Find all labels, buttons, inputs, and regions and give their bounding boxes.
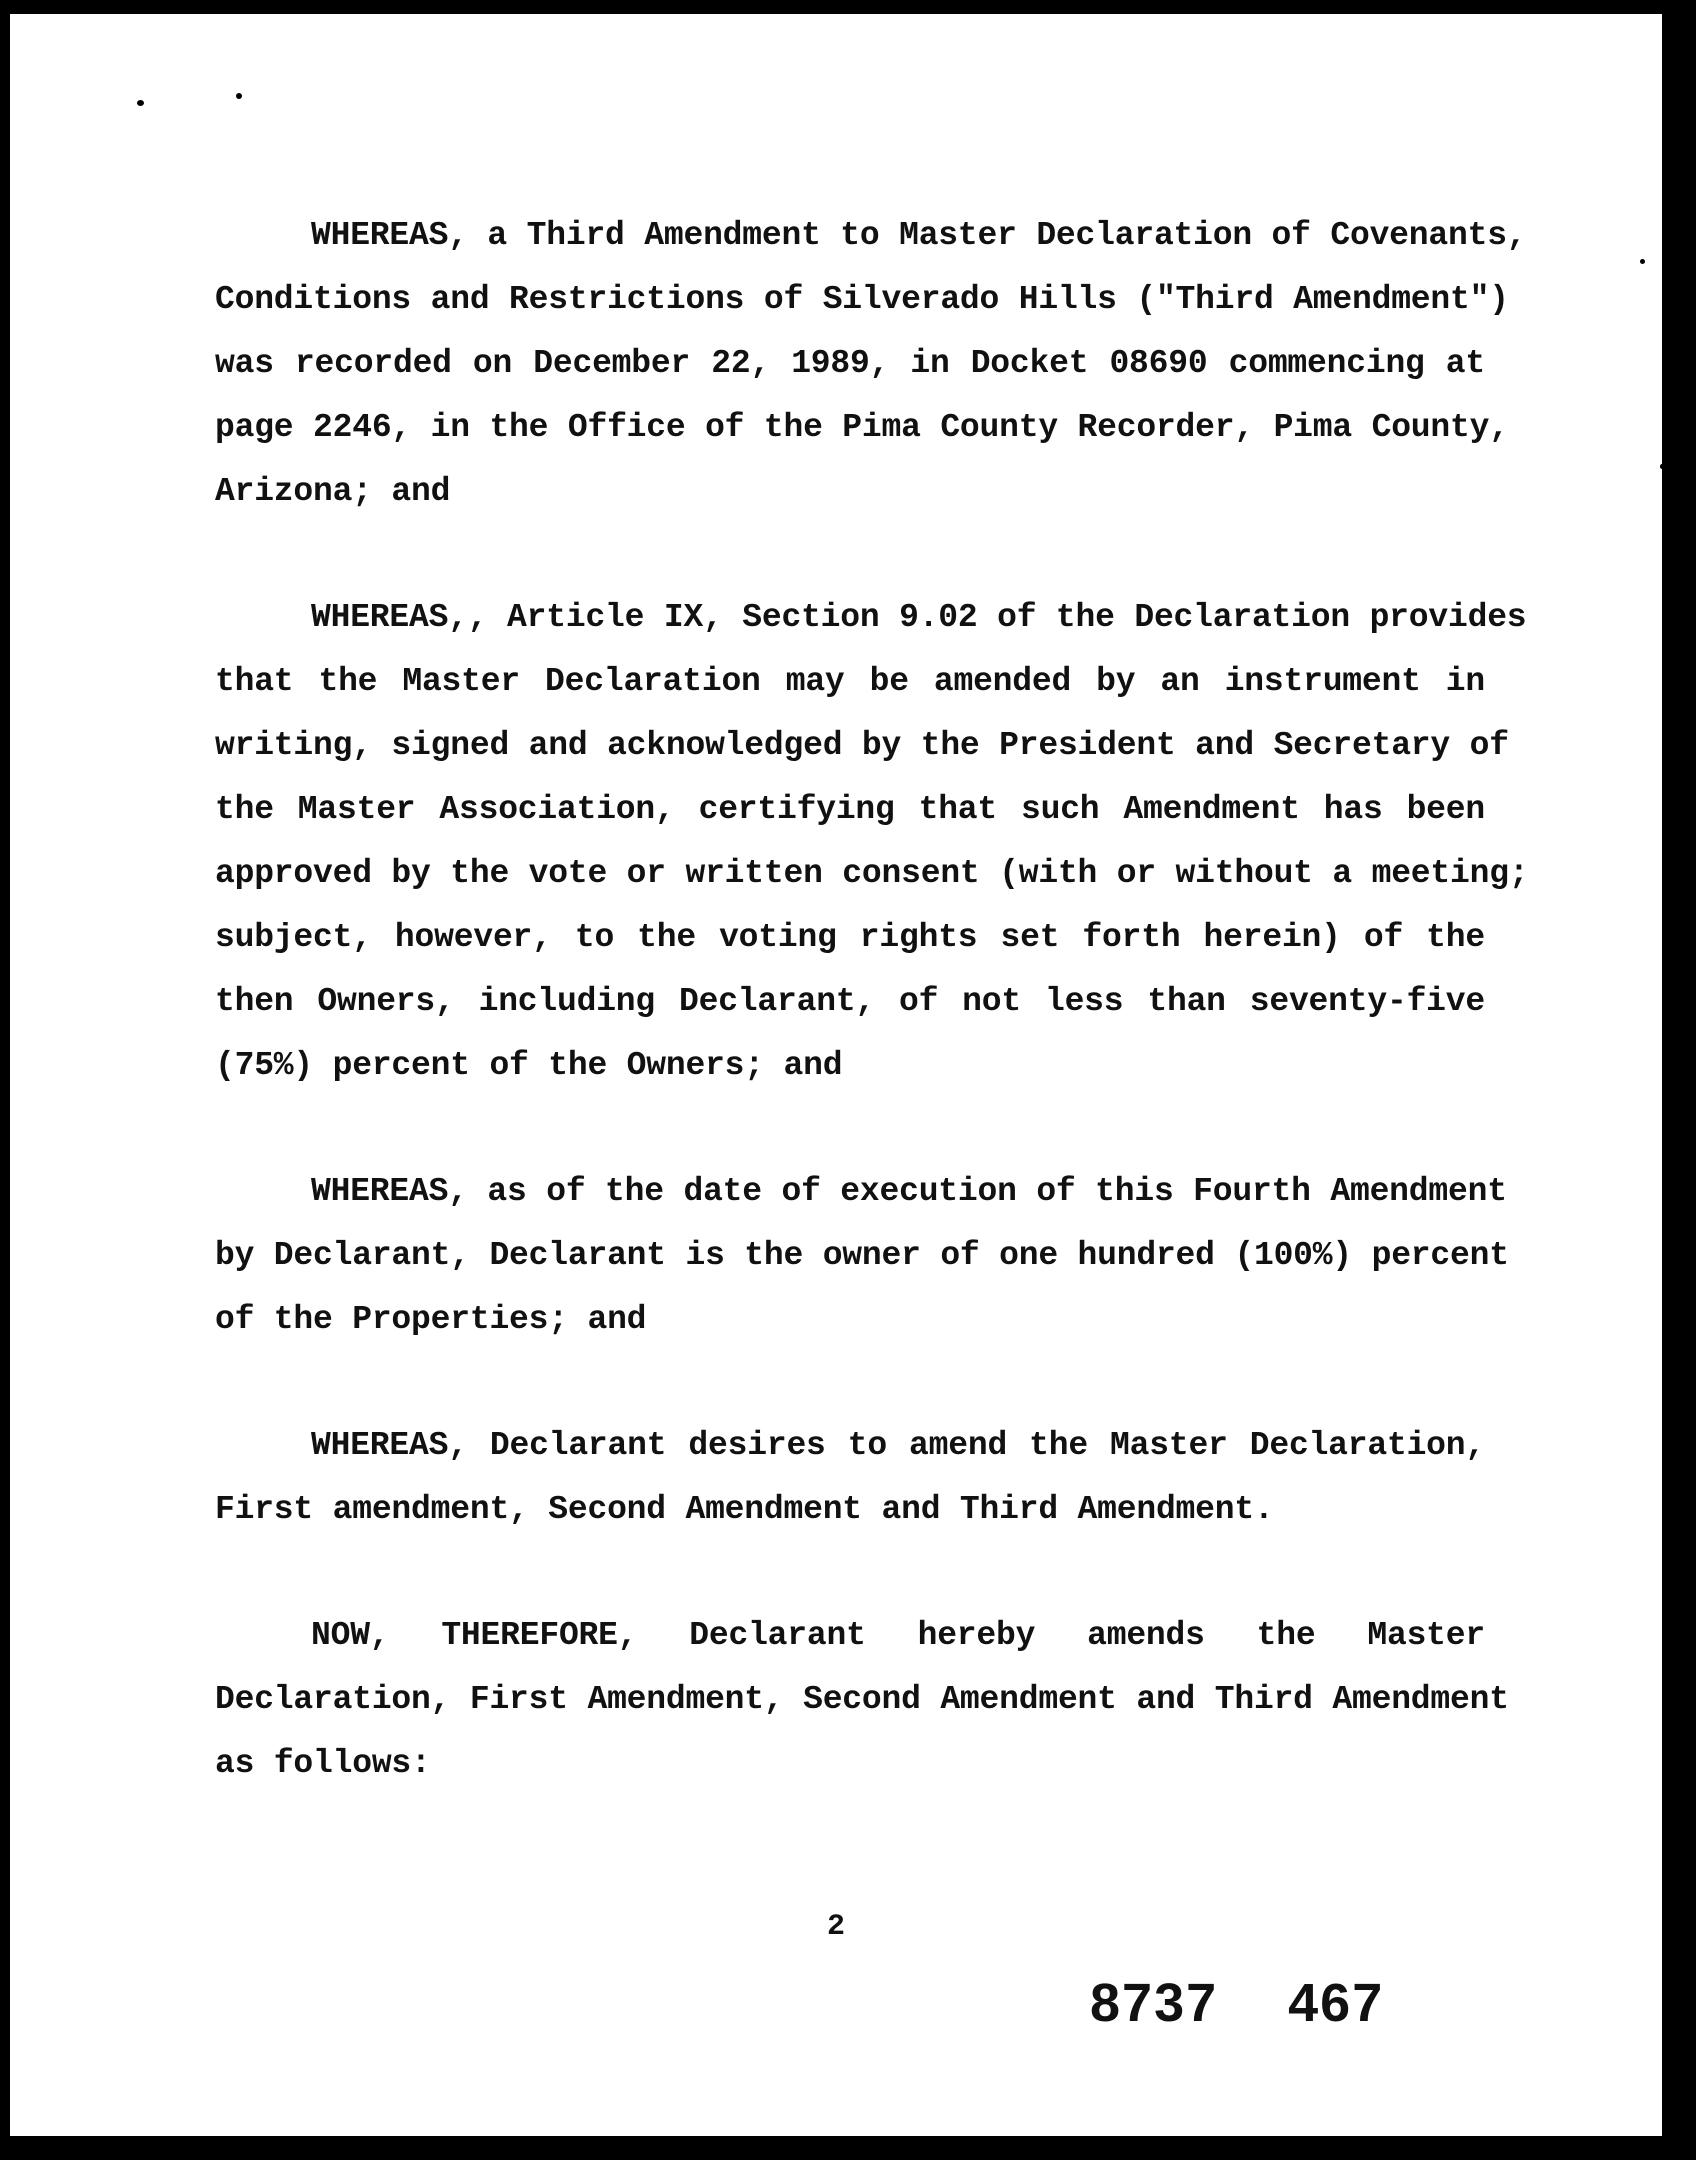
text-line: approved by the vote or written consent (with or without a meeting; — [215, 855, 1529, 892]
docket-book-number: 8737 — [1090, 1973, 1219, 2033]
scan-speck — [1640, 259, 1645, 264]
text-line: was recorded on December 22, 1989, in Docket 08690 commencing at — [215, 345, 1485, 382]
text-line: First amendment, Second Amendment and Third Amendment. — [215, 1491, 1274, 1528]
text-line: as follows: — [215, 1745, 431, 1782]
text-line: of the Properties; and — [215, 1301, 647, 1338]
paragraph-now-therefore — [215, 1604, 1509, 1796]
scan-speck — [236, 93, 242, 99]
document-page — [10, 14, 1662, 2136]
text-line: then Owners, including Declarant, of not less than seventy-five — [215, 983, 1485, 1020]
text-line: Conditions and Restrictions of Silverado Hills ("Third Amendment") — [215, 281, 1509, 318]
paragraph-fourth-amendment — [215, 1160, 1509, 1352]
text-line: subject, however, to the voting rights set forth herein) of the — [215, 919, 1485, 956]
paragraph-desires-to-amend — [215, 1414, 1485, 1542]
text-line: writing, signed and acknowledged by the President and Secretary of — [215, 727, 1509, 764]
text-line: the Master Association, certifying that such Amendment has been — [215, 791, 1485, 828]
docket-reference — [1090, 1972, 1454, 2034]
text-line: WHEREAS, a Third Amendment to Master Declaration of Covenants, — [311, 217, 1527, 254]
text-line: WHEREAS, Declarant desires to amend the Master Declaration, — [311, 1427, 1485, 1464]
text-line: page 2246, in the Office of the Pima County Recorder, Pima County, — [215, 409, 1509, 446]
document-body — [215, 204, 1529, 1858]
text-line: Arizona; and — [215, 473, 451, 510]
text-line: (75%) percent of the Owners; and — [215, 1047, 843, 1084]
text-line: WHEREAS, as of the date of execution of this Fourth Amendment — [311, 1173, 1507, 1210]
text-line: by Declarant, Declarant is the owner of one hundred (100%) percent — [215, 1237, 1509, 1274]
paragraph-article-ix — [215, 586, 1529, 1098]
page-number: 2 — [826, 1910, 845, 1944]
scan-speck — [1660, 464, 1664, 469]
scan-speck — [137, 100, 144, 106]
text-line: WHEREAS,, Article IX, Section 9.02 of the Declaration provides — [311, 599, 1527, 636]
text-line: NOW, THEREFORE, Declarant hereby amends the Master — [311, 1617, 1485, 1654]
docket-page-number: 467 — [1288, 1973, 1385, 2033]
text-line: that the Master Declaration may be amended by an instrument in — [215, 663, 1485, 700]
text-line: Declaration, First Amendment, Second Amendment and Third Amendment — [215, 1681, 1509, 1718]
paragraph-third-amendment — [215, 204, 1527, 524]
